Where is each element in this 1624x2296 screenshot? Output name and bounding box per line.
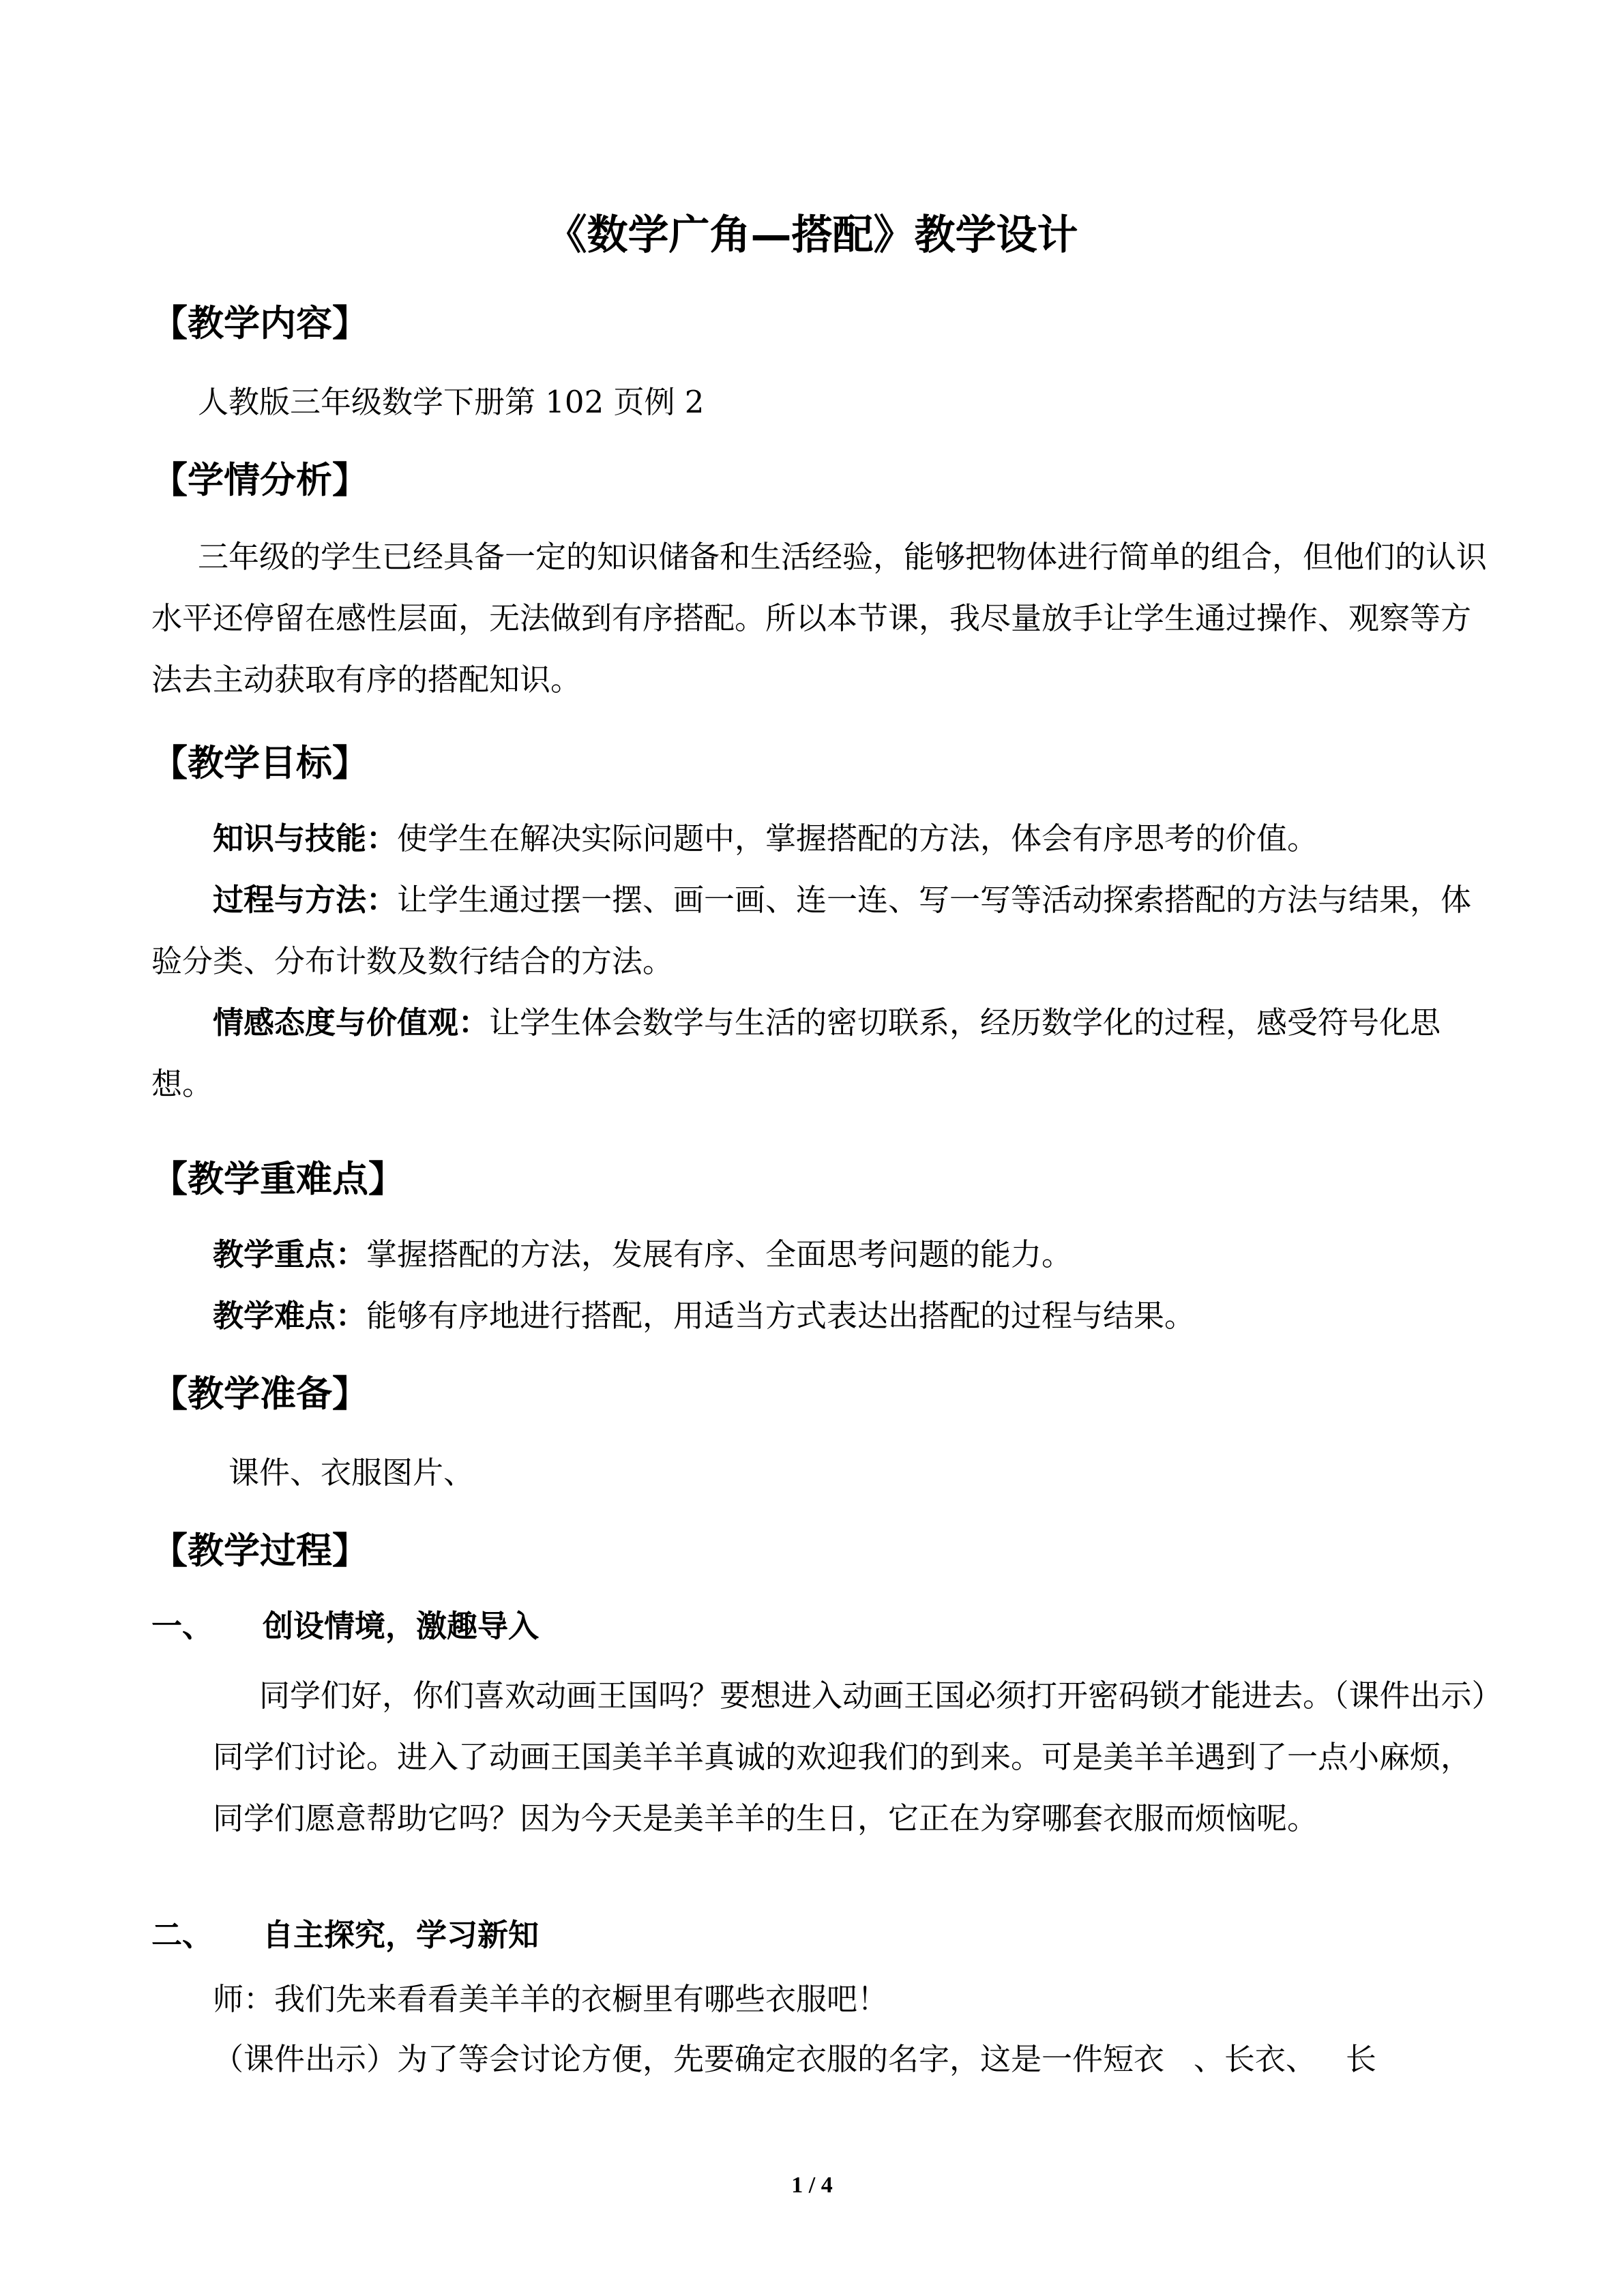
section-heading-analysis: 【学情分析】 xyxy=(151,460,368,501)
objective-emotion-text: 让学生体会数学与生活的密切联系，经历数学化的过程，感受符号化思想。 xyxy=(151,1004,1441,1102)
objective-emotion xyxy=(151,992,1488,1115)
keypoint-key-text: 掌握搭配的方法，发展有序、全面思考问题的能力。 xyxy=(366,1236,1073,1272)
objective-knowledge-text: 使学生在解决实际问题中，掌握搭配的方法，体会有序思考的价值。 xyxy=(397,820,1318,856)
step1-title: 创设情境，激趣导入 xyxy=(263,1608,540,1644)
keypoint-difficulty xyxy=(151,1285,1488,1347)
objective-knowledge xyxy=(151,808,1488,869)
analysis-paragraph: 三年级的学生已经具备一定的知识储备和生活经验，能够把物体进行简单的组合，但他们的认识水平还停留在感性层面，无法做到有序搭配。所以本节课，我尽量放手让学生通过操作、观察等方法去主动获取有序的搭配知识。 xyxy=(151,539,1488,698)
step2-title: 自主探究，学习新知 xyxy=(263,1917,540,1953)
section-heading-objectives: 【教学目标】 xyxy=(151,743,368,784)
keypoint-difficulty-label: 教学难点： xyxy=(213,1298,367,1334)
keypoint-difficulty-text: 能够有序地进行搭配，用适当方式表达出搭配的过程与结果。 xyxy=(366,1298,1196,1334)
objective-knowledge-label: 知识与技能： xyxy=(213,820,398,856)
step1-paragraph: 同学们好，你们喜欢动画王国吗？要想进入动画王国必须打开密码锁才能进去。（课件出示）同学们讨论。进入了动画王国美羊羊真诚的欢迎我们的到来。可是美羊羊遇到了一点小麻烦，同学们愿意帮助它吗？因为今天是美羊羊的生日，它正在为穿哪套衣服而烦恼呢。 xyxy=(213,1678,1488,1836)
step1-number: 一、 xyxy=(151,1608,213,1644)
objective-process xyxy=(151,869,1488,992)
document-title: 《数学广角—搭配》教学设计 xyxy=(546,211,1078,259)
step2-line2: （课件出示）为了等会讨论方便，先要确定衣服的名字，这是一件短衣 、长衣、 长 xyxy=(213,2041,1376,2077)
step2-line1: 师：我们先来看看美羊羊的衣橱里有哪些衣服吧！ xyxy=(213,1981,889,2017)
content-text: 人教版三年级数学下册第 102 页例 2 xyxy=(198,384,705,420)
objective-process-text: 让学生通过摆一摆、画一画、连一连、写一写等活动探索搭配的方法与结果，体验分类、分布计数及数行结合的方法。 xyxy=(151,882,1472,979)
section-heading-keypoints: 【教学重难点】 xyxy=(151,1159,404,1200)
section-heading-content: 【教学内容】 xyxy=(151,303,368,344)
step2-number: 二、 xyxy=(151,1917,213,1953)
keypoint-key xyxy=(151,1224,1488,1285)
keypoint-key-label: 教学重点： xyxy=(213,1236,367,1272)
section-heading-process: 【教学过程】 xyxy=(151,1530,368,1572)
page-number: 1 / 4 xyxy=(791,2173,833,2198)
objective-process-label: 过程与方法： xyxy=(213,882,398,918)
objective-emotion-label: 情感态度与价值观： xyxy=(213,1004,490,1041)
preparation-text: 课件、衣服图片、 xyxy=(228,1455,475,1491)
section-heading-preparation: 【教学准备】 xyxy=(151,1373,368,1415)
